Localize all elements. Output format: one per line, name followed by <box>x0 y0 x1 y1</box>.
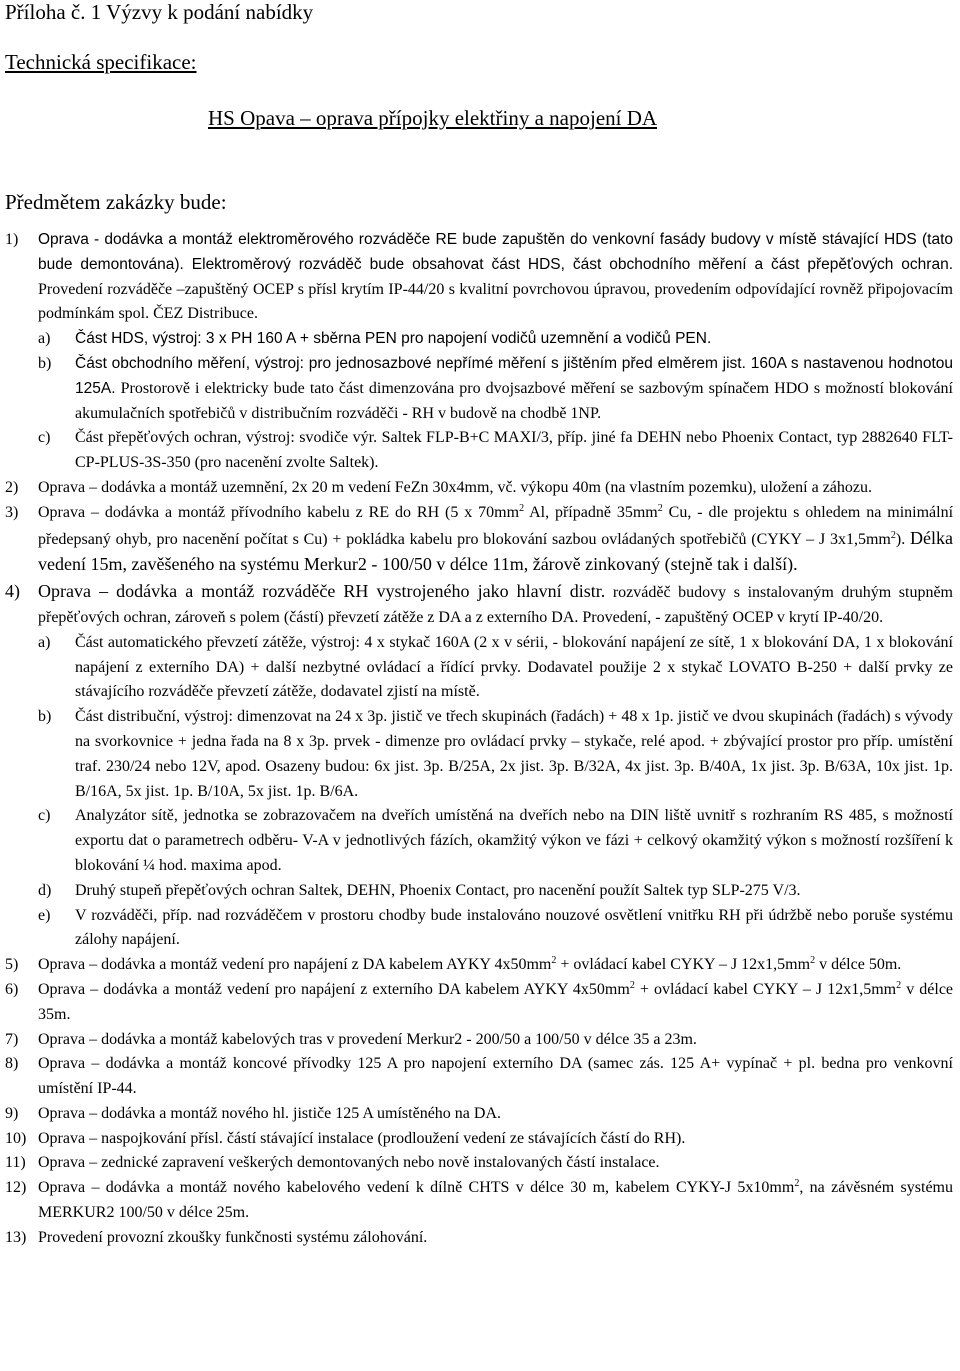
appendix-heading: Příloha č. 1 Výzvy k podání nabídky <box>5 0 314 24</box>
document-title: HS Opava – oprava přípojky elektřiny a napojení DA <box>208 106 658 130</box>
list-item-13: 13) Provedení provozní zkoušky funkčnosti systému zálohování. <box>5 1228 428 1246</box>
subject-heading: Předmětem zakázky bude: <box>5 190 227 214</box>
item-text-cont: Provedení rozváděče –zapuštěný OCEP s přísl krytím IP-44/20 s kvalitní povrchovou úpravou, provedením odpovídající rovněž připojovacím podmínkám spol. ČEZ Distribuce. <box>38 280 953 323</box>
list-item-5: 5) Oprava – dodávka a montáž vedení pro napájení z DA kabelem AYKY $4x50mm^2$ + ovládací kabel CYKY – J $12x1,5mm^2$ v délce 50m. <box>5 955 902 974</box>
list-item-10: 10) Oprava – naspojkování přísl. částí stávající instalace (prodloužení vedení ze stávajících částí do RH). <box>5 1129 686 1147</box>
spec-heading: Technická specifikace: <box>5 50 197 74</box>
list-item-12: 12) Oprava – dodávka a montáž nového kabelového vedení k dílně CHTS v délce 30 m, kabelem CYKY-J $5x10mm^2$, na závěsném systému MERKUR2 100/50 v délce 25m. <box>5 1178 954 1222</box>
sub-item-c: c) Analyzátor sítě, jednotka se zobrazovačem na dveřích umístěná na dveřích nebo na DIN liště uvnitř s rozhraním RS 485, s možností exportu dat o parametrech odběru- V-A v jednotlivých fázích, okamžitý výkon ve fázi + celkový okamžitý výkon s možností rozšíření k blokování ¼ hod. maxima apod. <box>38 807 953 874</box>
list-item-3: 3) Oprava – dodávka a montáž přívodního kabelu z RE do RH (5 x $70mm^2$ Al, případně $35mm^2$ Cu, - dle projektu s ohledem na minimální předepsaný ohyb, pro nacenění počítat s Cu) + pokládka kabelu pro blokování sazbou ovládaných spotřebičů (CYKY – J $3x1,5mm^2$). Délka vedení 15m, zavěšeného na systému Merkur2 - 100/50 v délce 11m, žárově zinkovaný (stejně tak i další). <box>5 502 954 575</box>
list-item-9: 9) Oprava – dodávka a montáž nového hl. jističe 125 A umístěného na DA. <box>5 1104 502 1122</box>
list-item-11: 11) Oprava – zednické zapravení veškerých demontovaných nebo nově instalovaných částí instalace. <box>5 1154 660 1172</box>
list-item-8: 8) Oprava – dodávka a montáž koncové přívodky 125 A pro napojení externího DA (samec zás. 125 A+ vypínač + pl. bedna pro venkovní umístění IP-44. <box>5 1055 953 1098</box>
document-page <box>5 0 953 1251</box>
sub-item-b: b) Část obchodního měření, výstroj: pro jednosazbové nepřímé měření s jištěním před elměrem jist. 160A s nastavenou hodnotou 125A. Prostorově i elektricky bude tato část dimenzována pro dvojsazbové měření se sazbovým spínačem HDO s možností blokování akumulačních spotřebičů v distribučním rozváděči - RH v budově na chodbě 1NP. <box>38 354 953 422</box>
list-item-7: 7) Oprava – dodávka a montáž kabelových tras v provedení Merkur2 - 200/50 a 100/50 v délce 35 a 23m. <box>5 1030 697 1048</box>
list-item-4: 4) Oprava – dodávka a montáž rozváděče RH vystrojeného jako hlavní distr. rozváděč budovy s instalovaným druhým stupněm přepěťových ochran, zároveň s polem (částí) převzetí zátěže z DA a z externího DA. Provedení, - zapuštěný OCEP v krytí IP-40/20. a) Část automatického převzetí zátěže, výstroj: 4 x stykač 160A (2 x v sérii, - blokování napájení ze sítě, 1 x blokování DA, 1 x blokování napájení z externího DA) + další nezbytné ovládací a řídící prvky. Dodavatel použije 2 x stykač LOVATO B-250 + další prvky ze stávajícího rozváděče převzetí zátěže, dodavatel zjistí na místě. b) Část distribuční, výstroj: dimenzovat na 24 x 3p. jistič ve třech skupinách (řadách) + 48 x 1p. jistič ve dvou skupinách (řadách) s vývody na svorkovnice + jedna řada na 8 x 3p. prvek - dimenze pro ovládací prvky – stykače, relé apod. + zbývající prostor pro příp. umístění traf. 230/24 nebo 12V, apod. Osazeny budou: 6x jist. 3p. B/25A, 2x jist. 3p. B/32A, 4x jist. 3p. B/40A, 1x jist. 3p. B/63A, 10x jist. 1p. B/16A, 5x jist. 1p. B/10A, 5x jist. 1p. B/6A. c) Analyzátor sítě, jednotka se zobrazovačem na dveřích umístěná na dveřích nebo na DIN liště uvnitř s rozhraním RS 485, s možností exportu dat o parametrech odběru- V-A v jednotlivých fázích, okamžitý výkon ve fázi + celkový okamžitý výkon s možností rozšíření k blokování ¼ hod. maxima apod. d) Druhý stupeň přepěťových ochran Saltek, DEHN, Phoenix Contact, pro nacenění použít Saltek typ SLP-275 V/3. e) V rozváděči, příp. nad rozváděčem v prostoru chodby bude instalováno nouzové osvětlení vnitřku RH při údržbě nebo poruše systému zálohy napájení. <box>5 579 953 953</box>
sub-item-a: a) Část automatického převzetí zátěže, výstroj: 4 x stykač 160A (2 x v sérii, - blokování napájení ze sítě, 1 x blokování DA, 1 x blokování napájení z externího DA) + další nezbytné ovládací a řídící prvky. Dodavatel použije 2 x stykač LOVATO B-250 + další prvky ze stávajícího rozváděče převzetí zátěže, dodavatel zjistí na místě. <box>38 633 953 701</box>
list-item-2: 2) Oprava – dodávka a montáž uzemnění, 2x 20 m vedení FeZn 30x4mm, vč. výkopu 40m (na vlastním pozemku), uložení a záhozu. <box>5 478 872 496</box>
sub-item-d: d) Druhý stupeň přepěťových ochran Saltek, DEHN, Phoenix Contact, pro nacenění použít Saltek typ SLP-275 V/3. <box>38 881 801 899</box>
list-item-6: 6) Oprava – dodávka a montáž vedení pro napájení z externího DA kabelem AYKY $4x50mm^2$ + ovládací kabel CYKY – J $12x1,5mm^2$ v délce 35m. <box>5 979 954 1023</box>
list-item-1: 1) Oprava - dodávka a montáž elektroměrového rozváděče RE bude zapuštěn do venkovní fasády budovy v místě stávající HDS (tato bude demontována). Elektroměrový rozváděč bude obsahovat část HDS, část obchodního měření a část přepěťových ochran. Provedení rozváděče –zapuštěný OCEP s přísl krytím IP-44/20 s kvalitní povrchovou úpravou, provedením odpovídající rovněž připojovacím podmínkám spol. ČEZ Distribuce. a) Část HDS, výstroj: 3 x PH 160 A + sběrna PEN pro napojení vodičů uzemnění a vodičů PEN. b) Část obchodního měření, výstroj: pro jednosazbové nepřímé měření s jištěním před elměrem jist. 160A s nastavenou hodnotou 125A. Prostorově i elektricky bude tato část dimenzována pro dvojsazbové měření se sazbovým spínačem HDO s možností blokování akumulačních spotřebičů v distribučním rozváděči - RH v budově na chodbě 1NP. c) Část přepěťových ochran, výstroj: svodiče výr. Saltek FLP-B+C MAXI/3, příp. jiné fa DEHN nebo Phoenix Contact, typ 2882640 FLT-CP-PLUS-3S-350 (pro nacenění zvolte Saltek). <box>5 228 953 476</box>
sub-item-c: c) Část přepěťových ochran, výstroj: svodiče výr. Saltek FLP-B+C MAXI/3, příp. jiné fa DEHN nebo Phoenix Contact, typ 2882640 FLT-CP-PLUS-3S-350 (pro nacenění zvolte Saltek). <box>38 429 953 472</box>
sub-item-b: b) Část distribuční, výstroj: dimenzovat na 24 x 3p. jistič ve třech skupinách (řadách) + 48 x 1p. jistič ve dvou skupinách (řadách) s vývody na svorkovnice + jedna řada na 8 x 3p. prvek - dimenze pro ovládací prvky – stykače, relé apod. + zbývající prostor pro příp. umístění traf. 230/24 nebo 12V, apod. Osazeny budou: 6x jist. 3p. B/25A, 2x jist. 3p. B/32A, 4x jist. 3p. B/40A, 1x jist. 3p. B/63A, 10x jist. 1p. B/16A, 5x jist. 1p. B/10A, 5x jist. 1p. B/6A. <box>38 708 953 800</box>
item-text: Oprava - dodávka a montáž elektroměrového rozváděče RE bude zapuštěn do venkovní fasády budovy v místě stávající HDS (tato bude demontována). Elektroměrový rozváděč bude obsahovat část HDS, část obchodního měření a část přepěťových ochran. <box>38 231 953 273</box>
sub-item-e: e) V rozváděči, příp. nad rozváděčem v prostoru chodby bude instalováno nouzové osvětlení vnitřku RH při údržbě nebo poruše systému zálohy napájení. <box>38 906 953 949</box>
spec-list <box>5 228 953 1251</box>
sub-item-a: a) Část HDS, výstroj: 3 x PH 160 A + sběrna PEN pro napojení vodičů uzemnění a vodičů PEN. <box>38 330 712 348</box>
